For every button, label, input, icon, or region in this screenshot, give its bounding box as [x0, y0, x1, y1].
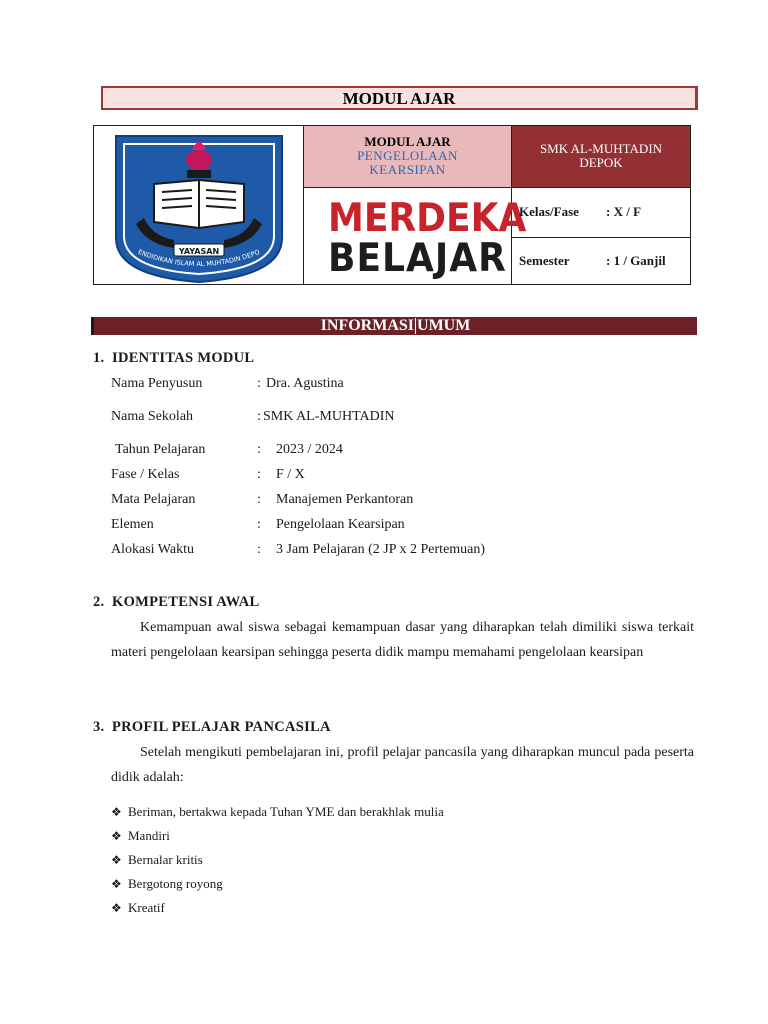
row-value: 3 Jam Pelajaran (2 JP x 2 Pertemuan)	[276, 542, 486, 557]
row-value: Manajemen Perkantoran	[276, 492, 414, 507]
semester-cell	[512, 238, 690, 284]
diamond-bullet-icon: ❖	[111, 877, 122, 891]
kelas-fase-label: Kelas/Fase	[519, 204, 579, 219]
row-value: F / X	[276, 467, 305, 482]
school-name-line-2: DEPOK	[579, 155, 623, 170]
section-number: 2.	[93, 594, 105, 610]
subject-line-1: PENGELOLAAN	[357, 148, 458, 163]
informasi-umum-heading	[91, 317, 697, 335]
kelas-fase-value: : X / F	[606, 204, 642, 219]
list-item	[111, 828, 170, 844]
row-colon: :	[257, 517, 261, 532]
section-title: PROFIL PELAJAR PANCASILA	[112, 719, 331, 735]
row-key: Nama Sekolah	[111, 409, 194, 424]
belajar-text: BELAJAR	[328, 236, 507, 282]
row-colon: :	[257, 376, 261, 391]
list-item-text: Beriman, bertakwa kepada Tuhan YME dan berakhlak mulia	[128, 804, 444, 819]
logo-bottom-text: ENDIDIKAN ISLAM AL MUHTADIN DEPO	[136, 247, 261, 269]
header-table	[93, 125, 691, 285]
diamond-bullet-icon: ❖	[111, 805, 122, 819]
row-key: Fase / Kelas	[111, 467, 180, 482]
merdeka-belajar-logo	[304, 188, 527, 284]
school-name-line-1: SMK AL-MUHTADIN	[539, 141, 663, 156]
row-key: Elemen	[111, 517, 154, 532]
list-item	[111, 852, 203, 868]
logo-top-text: YAYASAN	[178, 247, 220, 256]
list-item-text: Kreatif	[128, 900, 165, 915]
merdeka-text: MERDEKA	[328, 196, 527, 242]
paragraph-text: Kemampuan awal siswa sebagai kemampuan dasar yang diharapkan telah dimiliki siswa terkait materi pengelolaan kearsipan sehingga peserta didik mampu memahami pengelolaan kearsipan	[111, 620, 694, 660]
school-logo-cell	[94, 126, 304, 284]
semester-value: : 1 / Ganjil	[606, 253, 666, 268]
modul-info-cell	[304, 126, 512, 188]
modul-label: MODUL AJAR	[364, 134, 451, 149]
identitas-modul-heading	[93, 350, 254, 367]
row-colon: :	[257, 409, 261, 424]
subject-line-2: KEARSIPAN	[369, 162, 446, 177]
list-item-text: Mandiri	[128, 828, 170, 843]
list-item	[111, 900, 165, 916]
row-value: 2023 / 2024	[276, 442, 343, 457]
row-key: Nama Penyusun	[111, 376, 203, 391]
kompetensi-awal-paragraph	[111, 615, 694, 665]
document-title: MODUL AJAR	[101, 86, 698, 110]
row-key: Mata Pelajaran	[111, 492, 196, 507]
section-number: 3.	[93, 719, 105, 735]
list-item	[111, 804, 444, 820]
row-value: Pengelolaan Kearsipan	[276, 517, 405, 532]
row-colon: :	[257, 542, 261, 557]
semester-label: Semester	[519, 253, 570, 268]
info-bar-divider	[415, 318, 416, 334]
info-bar-left: INFORMASI	[320, 317, 415, 334]
section-number: 1.	[93, 350, 105, 366]
school-name-cell	[512, 126, 690, 188]
row-colon: :	[257, 442, 261, 457]
paragraph-text: Setelah mengikuti pembelajaran ini, profil pelajar pancasila yang diharapkan muncul pada peserta didik adalah:	[111, 745, 694, 785]
list-item-text: Bergotong royong	[128, 876, 223, 891]
kompetensi-awal-heading	[93, 594, 260, 611]
school-logo	[94, 126, 304, 284]
row-colon: :	[257, 492, 261, 507]
row-key: Tahun Pelajaran	[115, 442, 206, 457]
row-value: Dra. Agustina	[266, 376, 344, 391]
diamond-bullet-icon: ❖	[111, 853, 122, 867]
info-bar-right: UMUM	[417, 317, 471, 334]
row-key: Alokasi Waktu	[111, 542, 194, 557]
section-title: KOMPETENSI AWAL	[112, 594, 260, 610]
row-value: SMK AL-MUHTADIN	[263, 409, 395, 424]
diamond-bullet-icon: ❖	[111, 829, 122, 843]
section-title: IDENTITAS MODUL	[112, 350, 255, 366]
profil-pelajar-heading	[93, 719, 331, 736]
profil-pelajar-paragraph	[111, 740, 694, 790]
kelas-fase-cell	[512, 188, 690, 238]
row-colon: :	[257, 467, 261, 482]
list-item	[111, 876, 223, 892]
list-item-text: Bernalar kritis	[128, 852, 203, 867]
diamond-bullet-icon: ❖	[111, 901, 122, 915]
